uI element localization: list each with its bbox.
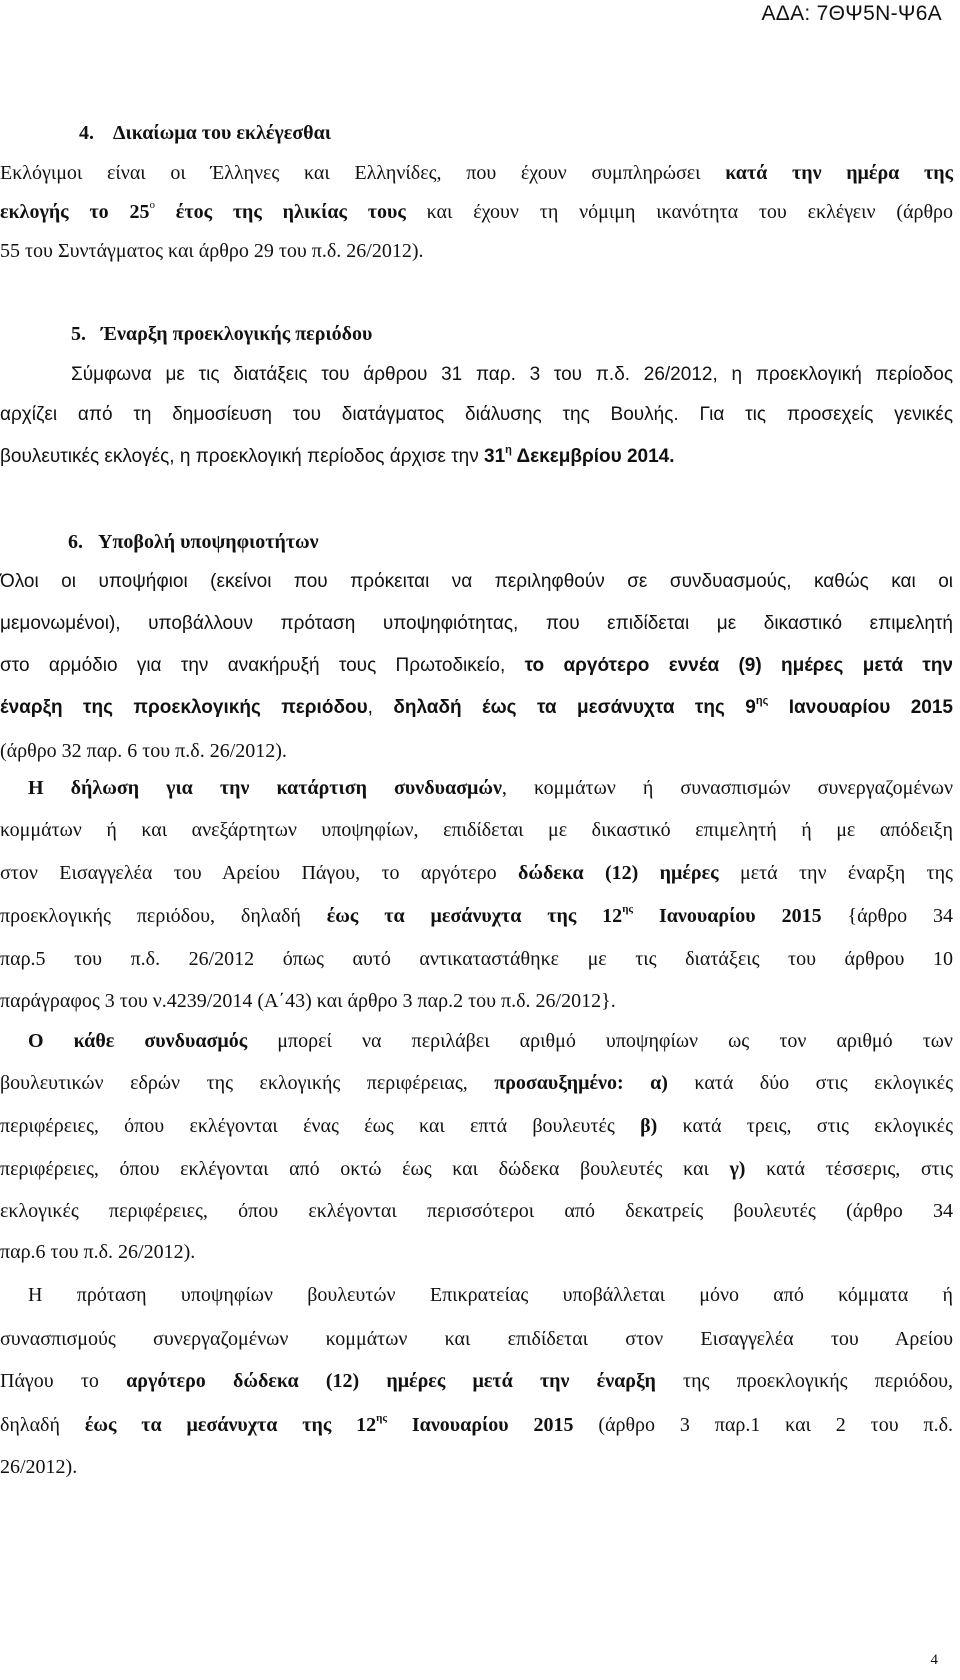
paragraph-line: Όλοι οι υποψήφιοι (εκείνοι που πρόκειται να περιληφθούν σε συνδυασμούς, καθώς και οι xyxy=(0,571,953,592)
paragraph-line: δηλαδή έως τα μεσάνυχτα της $12^{\eta\varsigma}$ Ιανουαρίου 2015 (άρθρο 3 παρ.1 και 2 του π.δ. xyxy=(0,1412,953,1436)
section-4-line: εκλογής το $25^o$ έτος της ηλικίας τους και έχουν τη νόμιμη ικανότητα του εκλέγειν (άρθρο xyxy=(0,199,954,223)
paragraph-line: συνασπισμούς συνεργαζομένων κομμάτων και επιδίδεται στον Εισαγγελέα του Αρείου xyxy=(0,1328,953,1350)
section-4-line: 55 του Συντάγματος και άρθρο 29 του π.δ. 26/2012). xyxy=(0,240,424,262)
section-4-line: Εκλόγιμοι είναι οι Έλληνες και Ελληνίδες, που έχουν συμπληρώσει κατά την ημέρα της xyxy=(0,162,954,184)
paragraph-line: στον Εισαγγελέα του Αρείου Πάγου, το αργότερο δώδεκα (12) ημέρες μετά την έναρξη της xyxy=(0,862,953,884)
paragraph-line: έναρξη της προεκλογικής περιόδου, δηλαδή έως τα μεσάνυχτα της $9^{\eta\varsigma}$ Ιανουαρίου 2015 xyxy=(0,695,953,718)
section-4-number: 4. xyxy=(79,122,94,144)
section-5-heading xyxy=(71,323,372,346)
paragraph-line: Η δήλωση για την κατάρτιση συνδυασμών, κομμάτων ή συνασπισμών συνεργαζομένων xyxy=(28,777,954,799)
ada-code: ΑΔΑ: 7ΘΨ5Ν-Ψ6Α xyxy=(761,2,942,25)
paragraph-line: στο αρμόδιο για την ανακήρυξή τους Πρωτοδικείο, το αργότερο εννέα (9) ημέρες μετά την xyxy=(0,655,953,676)
paragraph-line: παρ.5 του π.δ. 26/2012 όπως αυτό αντικαταστάθηκε με τις διατάξεις του άρθρου 10 xyxy=(0,948,953,970)
section-5-line: βουλευτικές εκλογές, η προεκλογική περίοδος άρχισε την $31^\eta$ Δεκεμβρίου 2014. xyxy=(0,444,675,467)
paragraph-line: Η πρόταση υποψηφίων βουλευτών Επικρατείας υποβάλλεται μόνο από κόμματα ή xyxy=(28,1284,953,1306)
paragraph-line: προεκλογικής περιόδου, δηλαδή έως τα μεσάνυχτα της $12^{\eta\varsigma}$ Ιανουαρίου 2015 {άρθρο 34 xyxy=(0,903,953,927)
section-5-line: αρχίζει από τη δημοσίευση του διατάγματος διάλυσης της Βουλής. Για τις προσεχείς γενικές xyxy=(0,404,953,425)
paragraph-line: παρ.6 του π.δ. 26/2012). xyxy=(0,1241,196,1263)
section-4-title: Δικαίωμα του εκλέγεσθαι xyxy=(113,122,331,144)
paragraph-line: παράγραφος 3 του ν.4239/2014 (Α΄43) και άρθρο 3 παρ.2 του π.δ. 26/2012}. xyxy=(0,990,616,1012)
section-5-title: Έναρξη προεκλογικής περιόδου xyxy=(101,323,373,345)
paragraph-line: περιφέρειες, όπου εκλέγονται από οκτώ έως και δώδεκα βουλευτές και γ) κατά τέσσερις, στις xyxy=(0,1158,954,1180)
section-6-heading xyxy=(68,531,319,554)
paragraph-line: (άρθρο 32 παρ. 6 του π.δ. 26/2012). xyxy=(0,740,287,762)
paragraph-line: Ο κάθε συνδυασμός μπορεί να περιλάβει αριθμό υποψηφίων ως τον αριθμό των xyxy=(28,1030,953,1052)
section-4-heading xyxy=(79,122,331,145)
paragraph-line: κομμάτων ή και ανεξάρτητων υποψηφίων, επιδίδεται με δικαστικό επιμελητή ή με απόδειξη xyxy=(0,819,953,841)
section-5-number: 5. xyxy=(71,323,86,345)
paragraph-line: Πάγου το αργότερο δώδεκα (12) ημέρες μετά την έναρξη της προεκλογικής περιόδου, xyxy=(0,1370,953,1392)
paragraph-line: μεμονωμένοι), υποβάλλουν πρόταση υποψηφιότητας, που επιδίδεται με δικαστικό επιμελητή xyxy=(0,613,953,634)
paragraph-line: βουλευτικών εδρών της εκλογικής περιφέρειας, προσαυξημένο: α) κατά δύο στις εκλογικές xyxy=(0,1072,953,1094)
section-5-line: Σύμφωνα με τις διατάξεις του άρθρου 31 παρ. 3 του π.δ. 26/2012, η προεκλογική περίοδος xyxy=(71,364,953,385)
section-6-title: Υποβολή υποψηφιοτήτων xyxy=(98,531,319,553)
section-6-number: 6. xyxy=(68,531,83,553)
page-number: 4 xyxy=(930,1652,938,1668)
paragraph-line: εκλογικές περιφέρειες, όπου εκλέγονται περισσότεροι από δεκατρείς βουλευτές (άρθρο 34 xyxy=(0,1200,953,1222)
paragraph-line: 26/2012). xyxy=(0,1456,78,1478)
paragraph-line: περιφέρειες, όπου εκλέγονται ένας έως και επτά βουλευτές β) κατά τρεις, στις εκλογικές xyxy=(0,1115,953,1137)
